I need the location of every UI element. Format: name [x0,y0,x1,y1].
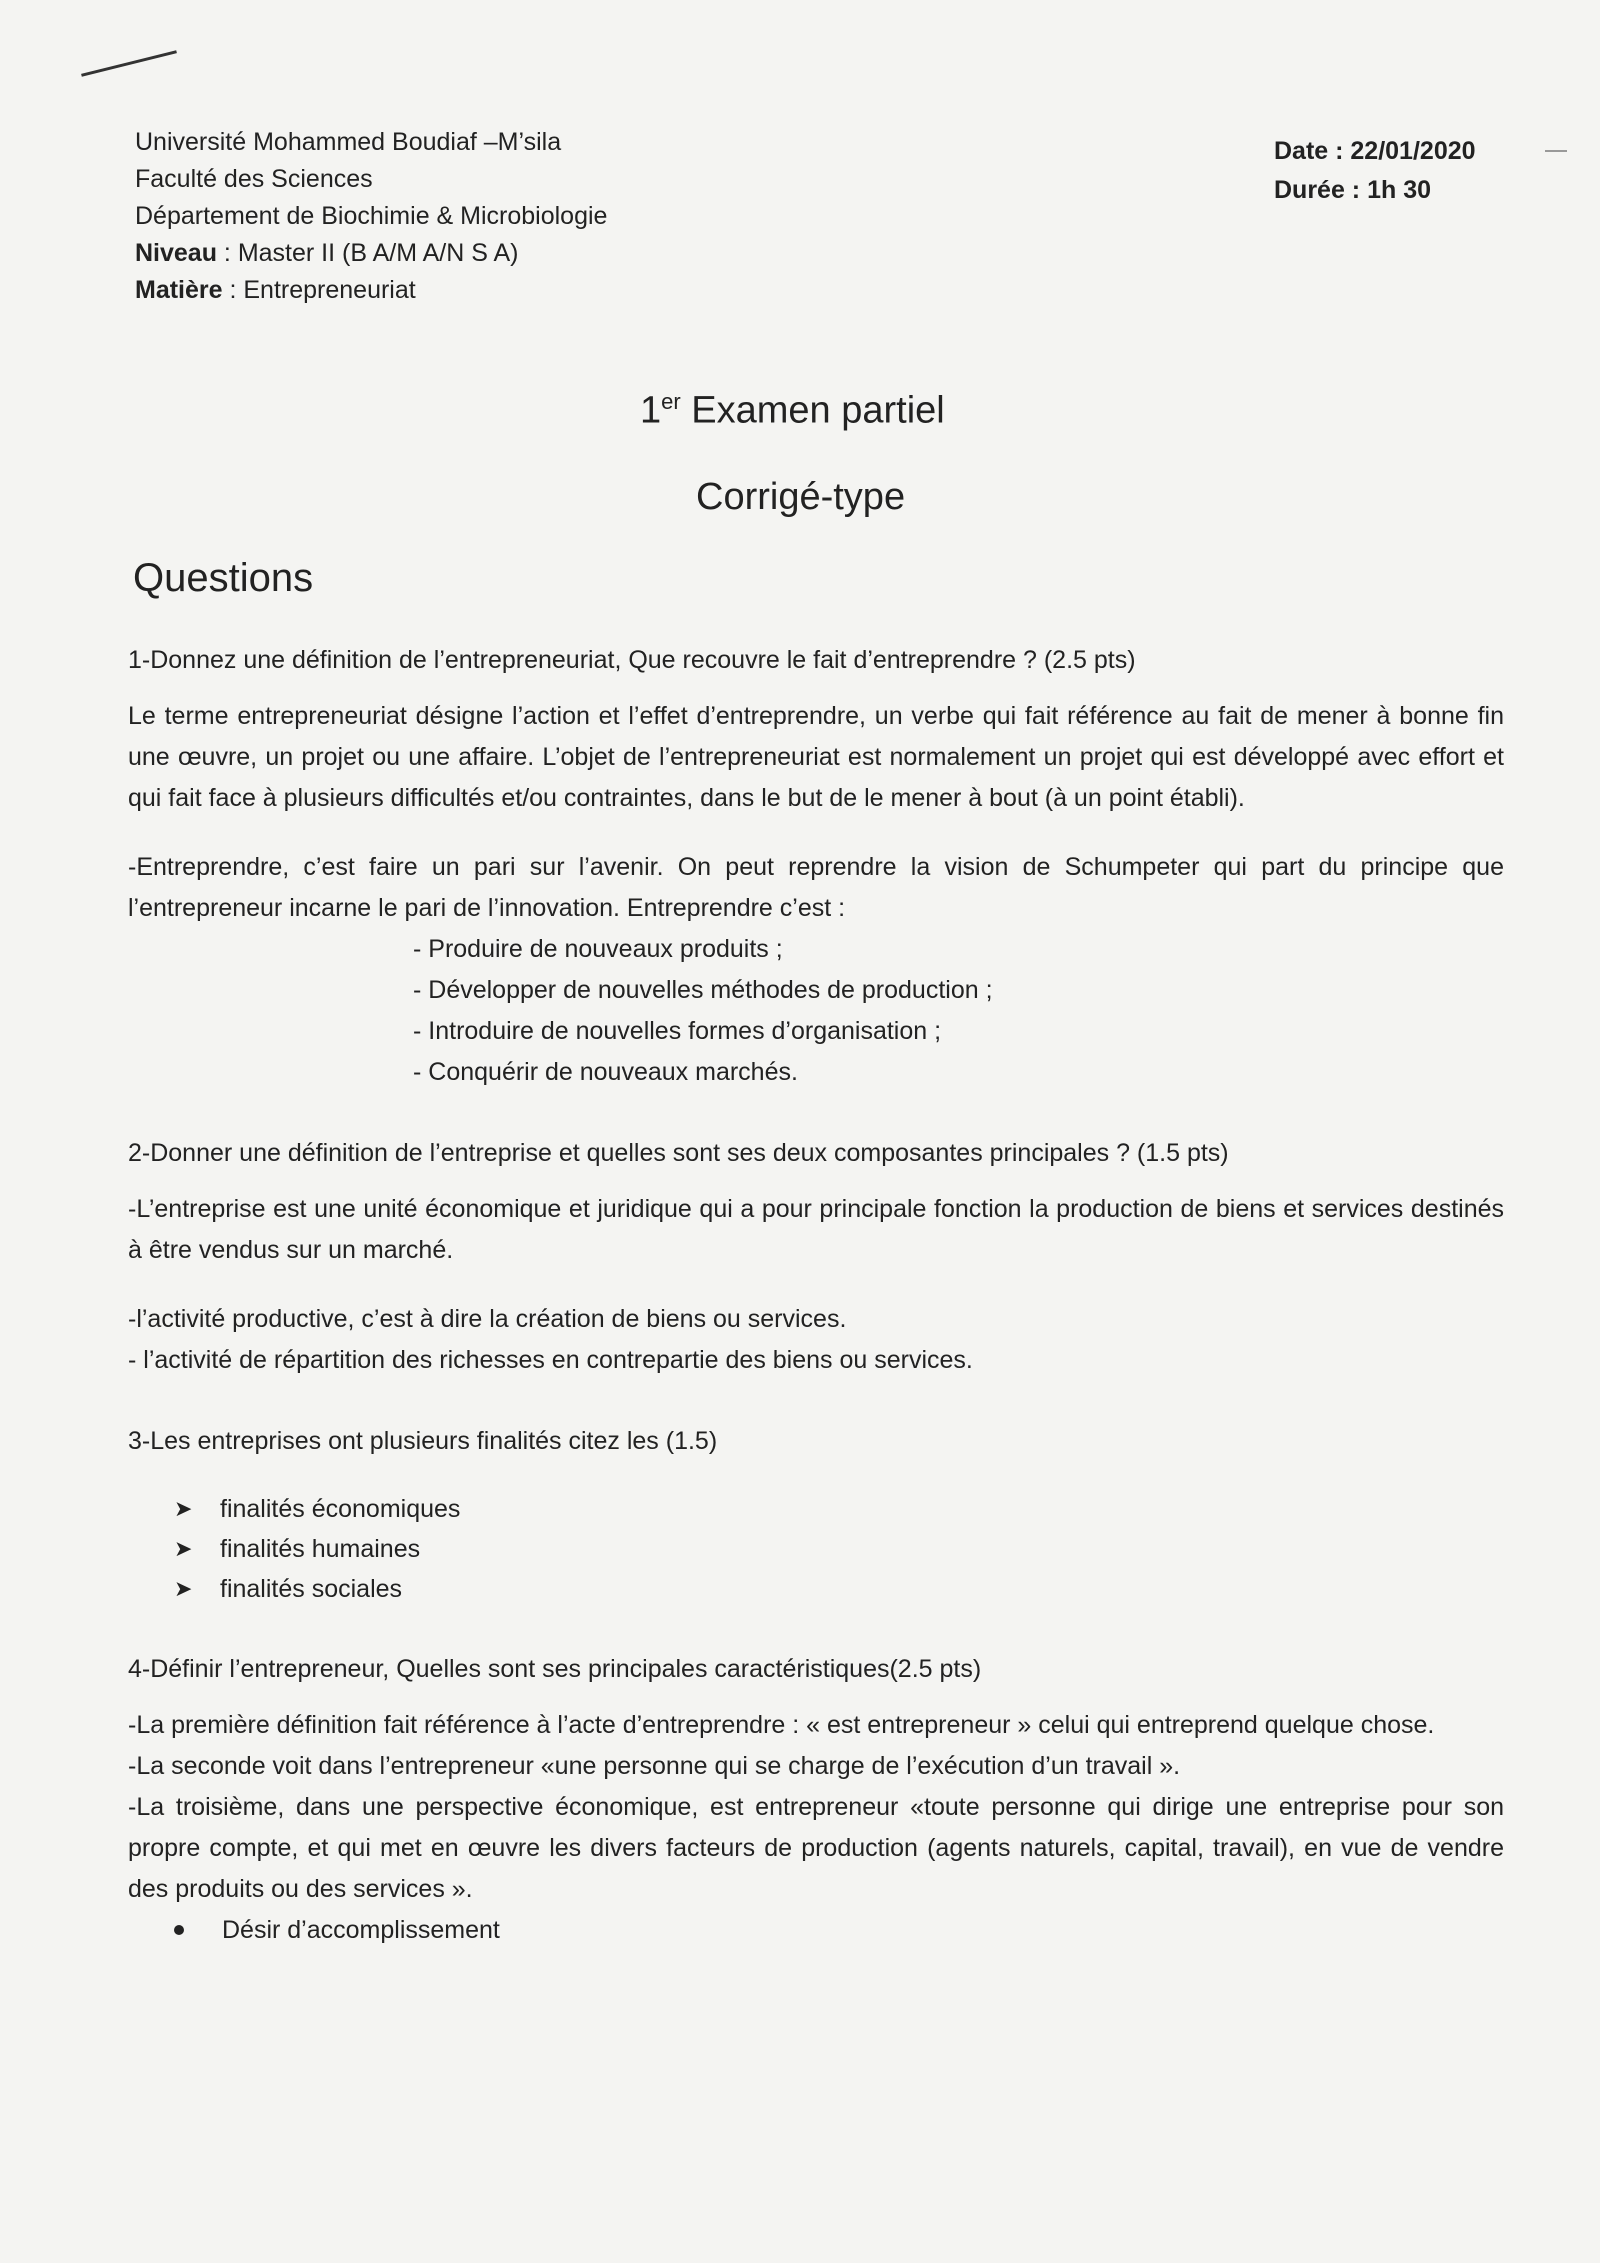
exam-date: Date : 22/01/2020 [1274,137,1476,165]
faculty-name: Faculté des Sciences [135,165,373,193]
list-item [174,1489,1504,1529]
institution-header [135,124,607,309]
answer-2-paragraph: -L’entreprise est une unité économique et juridique qui a pour principale fonction la production de biens et services destinés à être vendus sur un marché. [128,1195,1504,1264]
list-item: - Produire de nouveaux produits ; [413,935,783,963]
question-3: 3-Les entreprises ont plusieurs finalités citez les (1.5) [128,1427,718,1455]
answer-1-paragraph: -Entreprendre, c’est faire un pari sur l’avenir. On peut reprendre la vision de Schumpeter qui part du principe que l’entrepreneur incarne le pari de l’innovation. Entreprendre c’est : [128,853,1504,922]
answer-4-paragraph: -La seconde voit dans l’entrepreneur «une personne qui se charge de l’exécution d’un travail ». [128,1752,1181,1780]
finalities-list [128,1489,1504,1609]
level-value: : Master II (B A/M A/N S A) [216,239,519,267]
list-item-label: finalités humaines [220,1535,421,1563]
exam-title [640,389,945,433]
answer-2-paragraph: -l’activité productive, c’est à dire la création de biens ou services. [128,1305,847,1333]
answer-4-paragraph: -La troisième, dans une perspective économique, est entrepreneur «toute personne qui dirige une entreprise pour son propre compte, et qui met en œuvre les divers facteurs de production (agents naturels, capital, travail), en vue de vendre des produits ou des services ». [128,1793,1504,1903]
exam-subtitle: Corrigé-type [696,476,906,518]
subject-label: Matière [135,276,223,304]
answer-4-paragraph: -La première définition fait référence à l’acte d’entreprendre : « est entrepreneur » celui qui entreprend quelque chose. [128,1711,1435,1739]
exam-meta [1274,132,1476,210]
list-item [174,1910,1504,1950]
list-item [174,1529,1504,1569]
arrow-bullet-icon: ➤ [174,1496,193,1521]
department-name: Département de Biochimie & Microbiologie [135,202,608,230]
arrow-bullet-icon: ➤ [174,1536,193,1561]
title-main: Examen partiel [680,389,945,432]
title-ordinal: 1 [640,389,662,432]
bullet-dot-icon [174,1925,184,1935]
list-item-label: Désir d’accomplissement [222,1916,500,1944]
list-item: - Introduire de nouvelles formes d’organisation ; [413,1017,942,1045]
subject-value: : Entrepreneuriat [222,276,416,304]
exam-content [128,640,1504,1950]
exam-duration: Durée : 1h 30 [1274,176,1432,204]
list-item [174,1569,1504,1609]
level-label: Niveau [135,239,217,267]
arrow-bullet-icon: ➤ [174,1576,193,1601]
university-name: Université Mohammed Boudiaf –M’sila [135,128,562,156]
scan-mark [1545,150,1567,152]
level-line [135,235,607,272]
list-item: - Développer de nouvelles méthodes de production ; [413,976,993,1004]
list-item-label: finalités économiques [220,1495,461,1523]
characteristics-list [128,1910,1504,1950]
answer-1-paragraph: Le terme entrepreneuriat désigne l’action et l’effet d’entreprendre, un verbe qui fait référence au fait de mener à bonne fin une œuvre, un projet ou une affaire. L’objet de l’entrepreneuriat est normalement un projet qui est développé avec effort et qui fait face à plusieurs difficultés et/ou contraintes, dans le but de le mener à bout (à un point établi). [128,702,1504,812]
answer-2-paragraph: - l’activité de répartition des richesses en contrepartie des biens ou services. [128,1346,973,1374]
section-heading: Questions [133,556,314,600]
question-1: 1-Donnez une définition de l’entrepreneuriat, Que recouvre le fait d’entreprendre ? (2.5 pts) [128,646,1136,674]
title-ordinal-suffix: er [661,389,681,414]
subject-line [135,272,607,309]
innovation-list [128,929,1504,1093]
list-item: - Conquérir de nouveaux marchés. [413,1058,798,1086]
list-item-label: finalités sociales [220,1575,403,1603]
question-2: 2-Donner une définition de l’entreprise et quelles sont ses deux composantes principales ? (1.5 pts) [128,1139,1229,1167]
scan-pen-mark [81,50,177,77]
question-4: 4-Définir l’entrepreneur, Quelles sont ses principales caractéristiques(2.5 pts) [128,1655,982,1683]
